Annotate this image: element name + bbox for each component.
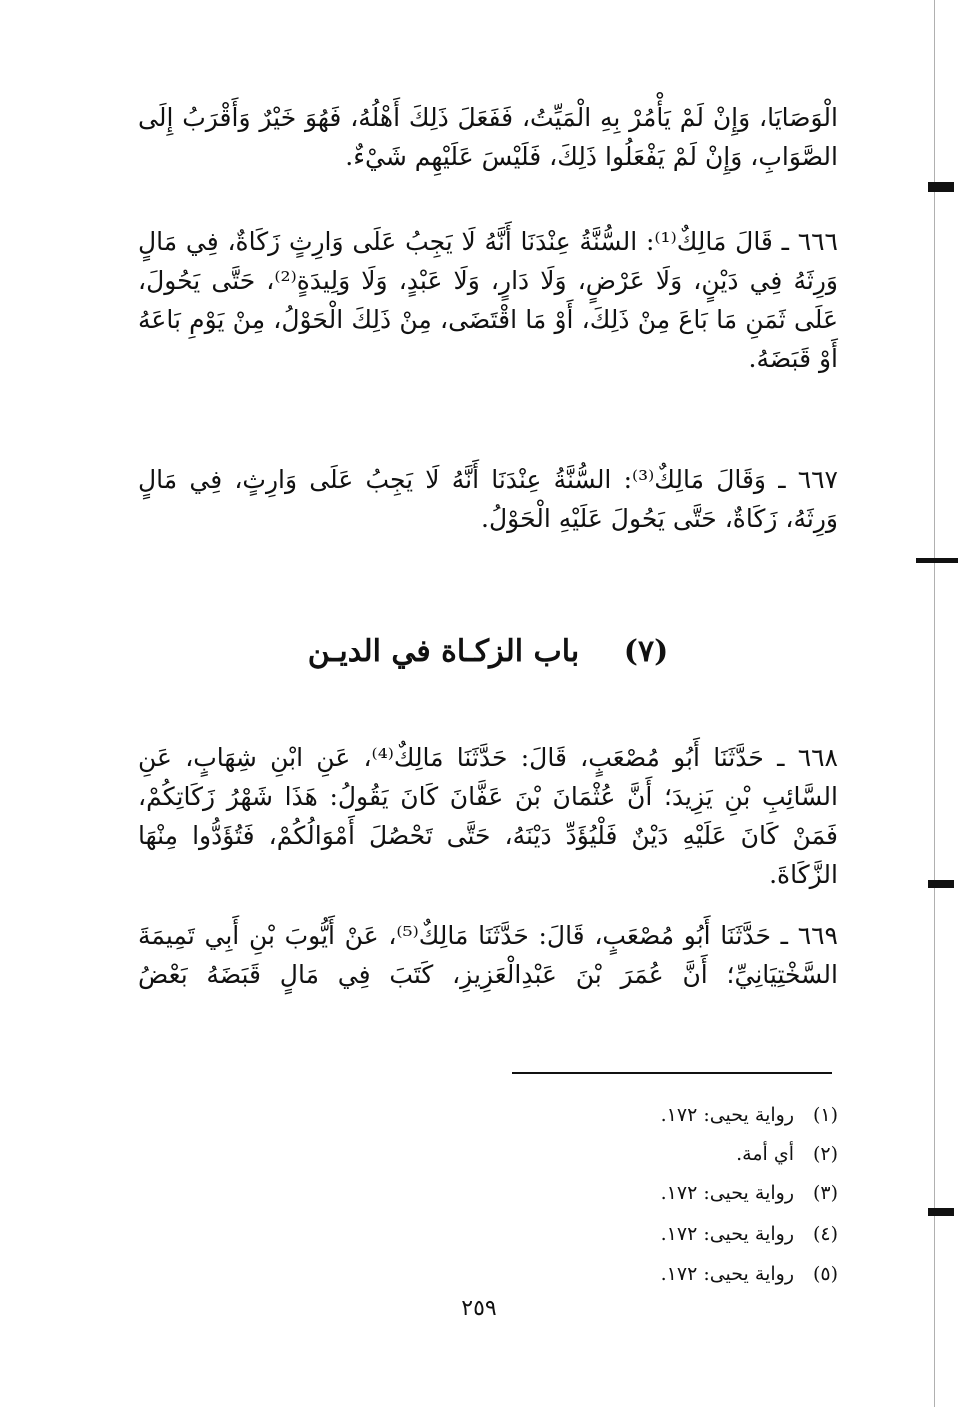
edge-mark — [928, 182, 954, 192]
footnote-text: رواية يحيى: ١٧٢. — [660, 1182, 794, 1204]
paragraph-668: ٦٦٨ ـ حَدَّثَنَا أَبُو مُصْعَبٍ، قَالَ: حَدَّثَنَا مَالِكٌ⁽⁴⁾، عَنِ ابْنِ شِهَابٍ، عَنِ السَّائِبِ بْنِ يَزِيدَ؛ أَنَّ عُثْمَانَ بْنَ عَفَّانَ كَانَ يَقُولُ: هَذَا شَهْرُ زَكَاتِكُمْ، فَمَنْ كَانَ عَلَيْهِ دَيْنٌ فَلْيُؤَدِّ دَيْنَهُ، حَتَّى تَحْصُلَ أَمْوَالُكُمْ، فَتُؤَدُّوا مِنْهَا الزَّكَاةَ. — [138, 743, 838, 889]
footnote — [420, 1261, 838, 1287]
edge-mark — [928, 1208, 954, 1216]
page-number: ٢٥٩ — [461, 1296, 497, 1321]
footnote-number: (٤) — [812, 1223, 838, 1245]
footnote-number: (٢) — [812, 1143, 838, 1165]
edge-mark — [928, 880, 954, 888]
footnote-number: (٣) — [812, 1182, 838, 1204]
footnote-number: (١) — [812, 1104, 838, 1126]
footnote-text: رواية يحيى: ١٧٢. — [660, 1104, 794, 1126]
footnote — [420, 1221, 838, 1247]
page-edge-line — [934, 0, 935, 1407]
footnote-text: رواية يحيى: ١٧٢. — [660, 1223, 794, 1245]
footnote-text: أي أمة. — [736, 1143, 794, 1165]
chapter-number: (٧) — [623, 634, 669, 669]
footnote — [420, 1141, 838, 1167]
chapter-heading — [138, 632, 838, 672]
paragraph-666: ٦٦٦ ـ قَالَ مَالِكٌ⁽¹⁾: السُّنَّةُ عِنْدَنَا أَنَّهُ لَا يَجِبُ عَلَى وَارِثٍ زَكَاةٌ، فِي مَالٍ وَرِثَهُ فِي دَيْنٍ، وَلَا عَرْضٍ، وَلَا دَارٍ، وَلَا عَبْدٍ، وَلَا وَلِيدَةٍ⁽²⁾، حَتَّى يَحُولَ، عَلَى ثَمَنِ مَا بَاعَ مِنْ ذَلِكَ، أَوْ مَا اقْتَضَى، مِنْ ذَلِكَ الْحَوْلُ، مِنْ يَوْمِ بَاعَهُ أَوْ قَبَضَهُ. — [138, 227, 839, 373]
footnote — [420, 1180, 838, 1206]
footnote-number: (٥) — [812, 1263, 838, 1285]
edge-mark — [916, 558, 958, 563]
footnote-divider — [512, 1072, 832, 1074]
footnote — [420, 1102, 838, 1128]
paragraph-669: ٦٦٩ ـ حَدَّثَنَا أَبُو مُصْعَبٍ، قَالَ: حَدَّثَنَا مَالِكٌ⁽⁵⁾، عَنْ أَيُّوبَ بْنِ أَبِي تَمِيمَةَ السَّخْتِيَانِيِّ؛ أَنَّ عُمَرَ بْنَ عَبْدِالْعَزِيزِ، كَتَبَ فِي مَالٍ قَبَضَهُ بَعْضُ — [138, 921, 838, 989]
chapter-title: باب الزكـاة في الديـن — [307, 634, 580, 669]
page-edge — [898, 0, 958, 1407]
footnote-text: رواية يحيى: ١٧٢. — [660, 1263, 794, 1285]
paragraph-667: ٦٦٧ ـ وَقَالَ مَالِكٌ⁽³⁾: السُّنَّةُ عِنْدَنَا أَنَّهُ لَا يَجِبُ عَلَى وَارِثٍ، فِي مَالٍ وَرِثَهُ، زَكَاةٌ، حَتَّى يَحُولَ عَلَيْهِ الْحَوْلُ. — [138, 465, 838, 533]
paragraph-intro: الْوَصَايَا، وَإِنْ لَمْ يَأْمُرْ بِهِ الْمَيِّتُ، فَفَعَلَ ذَلِكَ أَهْلُهُ، فَهُوَ خَيْرٌ وَأَقْرَبُ إِلَى الصَّوَابِ، وَإِنْ لَمْ يَفْعَلُوا ذَلِكَ، فَلَيْسَ عَلَيْهِم شَيْءٌ. — [138, 103, 838, 171]
